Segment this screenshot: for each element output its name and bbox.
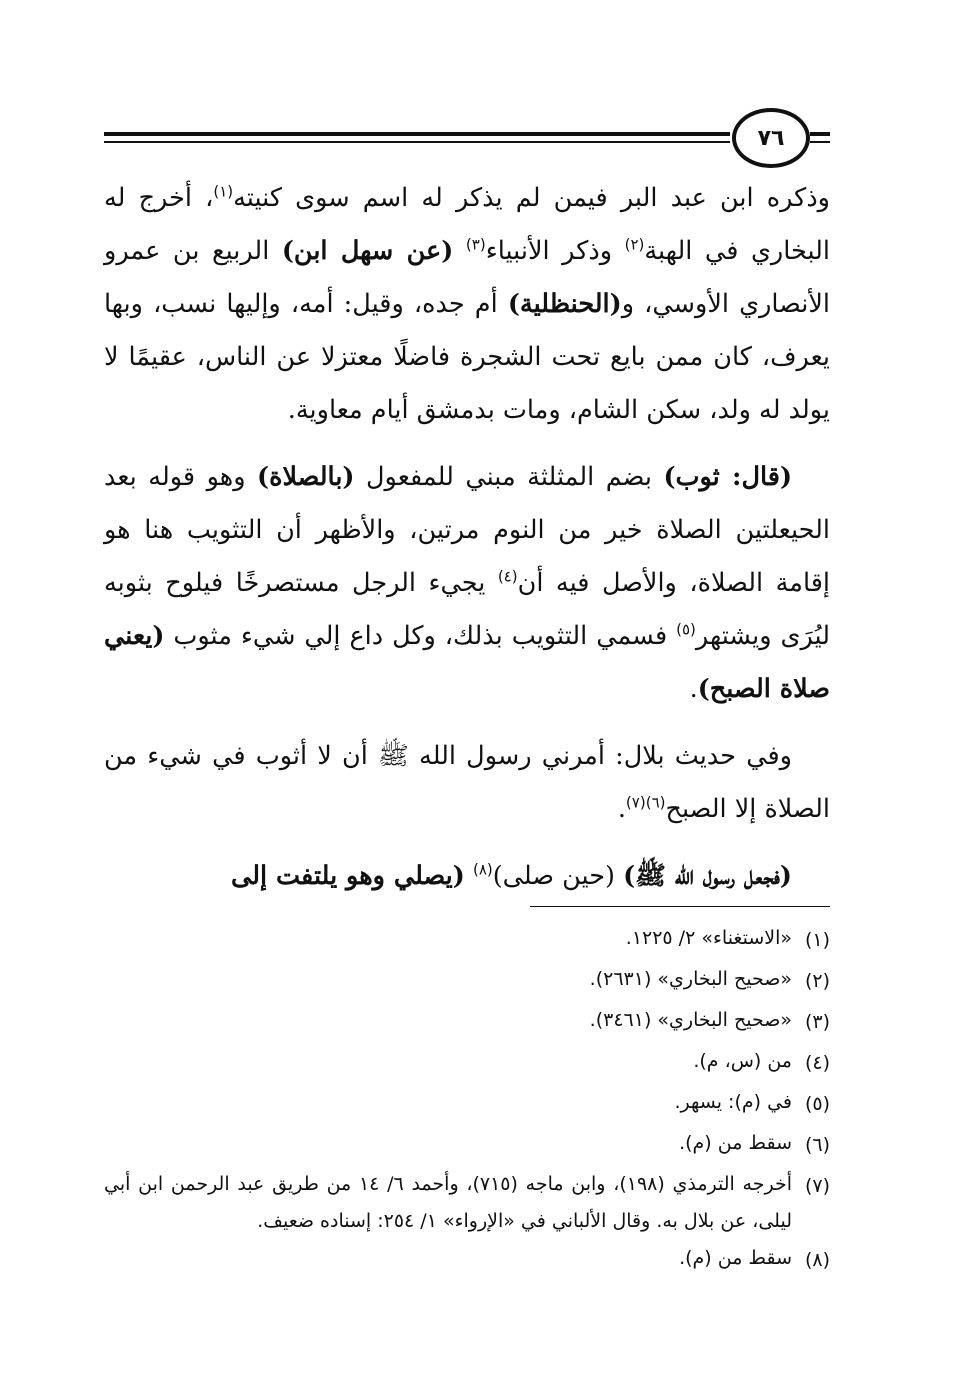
- text: وفي حديث بلال: أمرني رسول الله ﷺ أن لا أثوب في شيء من الصلاة إلا الصبح: [104, 741, 830, 824]
- paragraph-2: [104, 451, 830, 716]
- page-number: ٧٦: [757, 125, 785, 151]
- footnote-number: (٦): [804, 1134, 830, 1156]
- footnote-item: [104, 1240, 830, 1281]
- text: (حين صلى): [492, 861, 624, 891]
- footnote-number: (٤): [804, 1052, 830, 1074]
- bold-text: (يعني صلاة الصبح): [104, 621, 830, 704]
- footnote-text: «صحيح البخاري» (٣٤٦١).: [589, 1009, 792, 1031]
- footnote-item: [104, 1043, 830, 1084]
- bold-text: (الحنظلية): [507, 289, 622, 319]
- bold-text: (فجعل رسول الله ﷺ): [623, 861, 792, 891]
- bold-text: (عن سهل ابن): [281, 236, 454, 266]
- footnote-text: سقط من (م).: [679, 1247, 792, 1269]
- footnote-item: [104, 1166, 830, 1240]
- text: [465, 861, 473, 891]
- text: فسمي التثويب بذلك، وكل داع إلي شيء مثوب: [164, 621, 677, 651]
- bold-text: (يصلي وهو يلتفت إلى: [231, 861, 465, 891]
- text: يجيء الرجل مستصرخًا فيلوح بثوبه ليُرَى ويشتهر: [104, 568, 830, 651]
- footnote-number: (١): [804, 929, 830, 951]
- page-header: [104, 108, 830, 168]
- text: الربيع بن عمرو الأنصاري الأوسي، و: [104, 236, 830, 319]
- header-rule-thick: [104, 132, 730, 136]
- footnote-text: «الاستغناء» ٢/ ١٢٢٥.: [625, 927, 792, 949]
- footnote-number: (٢): [804, 970, 830, 992]
- text: وذكره ابن عبد البر فيمن لم يذكر له اسم سوى كنيته: [233, 183, 830, 213]
- footnote-text: من (س، م).: [693, 1050, 792, 1072]
- footnote-number: (٧): [804, 1175, 830, 1197]
- footnote-item: [104, 961, 830, 1002]
- footnote-ref: (٨): [472, 860, 493, 879]
- footnote-ref: (١): [213, 182, 234, 201]
- text: وهو قوله بعد الحيعلتين الصلاة خير من النوم مرتين، والأظهر أن التثويب هنا هو إقامة الصلاة، والأصل فيه أن: [104, 462, 831, 598]
- footnote-number: (٨): [804, 1249, 830, 1271]
- header-rule-thin: [104, 141, 730, 143]
- footnote-divider: [530, 906, 830, 907]
- footnote-number: (٣): [804, 1011, 830, 1033]
- footnote-ref: (٦)(٧): [625, 793, 666, 812]
- footnote-ref: (٥): [676, 620, 696, 639]
- footnote-item: [104, 920, 830, 961]
- footnote-text: أخرجه الترمذي (١٩٨)، وابن ماجه (٧١٥)، وأحمد ٦/ ١٤ من طريق عبد الرحمن ابن أبي ليلى، عن بلال به. وقال الألباني في «الإرواء» ١/ ٢٥٤: إسناده ضعيف.: [104, 1173, 792, 1232]
- page-number-badge: [732, 108, 810, 168]
- footnote-ref: (٤): [497, 567, 518, 586]
- text: .: [617, 794, 626, 824]
- bold-text: (بالصلاة): [257, 462, 355, 492]
- footnote-number: (٥): [804, 1093, 830, 1115]
- bold-text: (قال: ثوب): [663, 462, 793, 492]
- text: وذكر الأنبياء: [485, 236, 625, 266]
- paragraph-4: [104, 850, 830, 903]
- footnote-item: [104, 1125, 830, 1166]
- footnotes: [104, 920, 830, 1281]
- main-text: [104, 172, 830, 917]
- footnote-text: سقط من (م).: [679, 1132, 792, 1154]
- header-rule-stub-thin: [810, 141, 830, 143]
- footnote-ref: (٢): [624, 235, 645, 254]
- header-rule-stub-thick: [810, 132, 830, 136]
- footnote-ref: (٣): [465, 235, 486, 254]
- text: أم جده، وقيل: أمه، وإليها نسب، وبها يعرف، كان ممن بايع تحت الشجرة فاضلًا معتزلا عن الناس، عقيمًا لا يولد له ولد، سكن الشام، ومات بدمشق أيام معاوية.: [104, 289, 830, 425]
- footnote-item: [104, 1002, 830, 1043]
- footnote-item: [104, 1084, 830, 1125]
- text: [453, 236, 466, 266]
- paragraph-1: [104, 172, 830, 437]
- paragraph-3: [104, 730, 830, 836]
- text: .: [689, 674, 698, 704]
- text: ، أخرج له البخاري في الهبة: [104, 183, 831, 266]
- footnote-text: «صحيح البخاري» (٢٦٣١).: [589, 968, 792, 990]
- text: بضم المثلثة مبني للمفعول: [354, 462, 664, 492]
- footnote-text: في (م): يسهر.: [674, 1091, 792, 1113]
